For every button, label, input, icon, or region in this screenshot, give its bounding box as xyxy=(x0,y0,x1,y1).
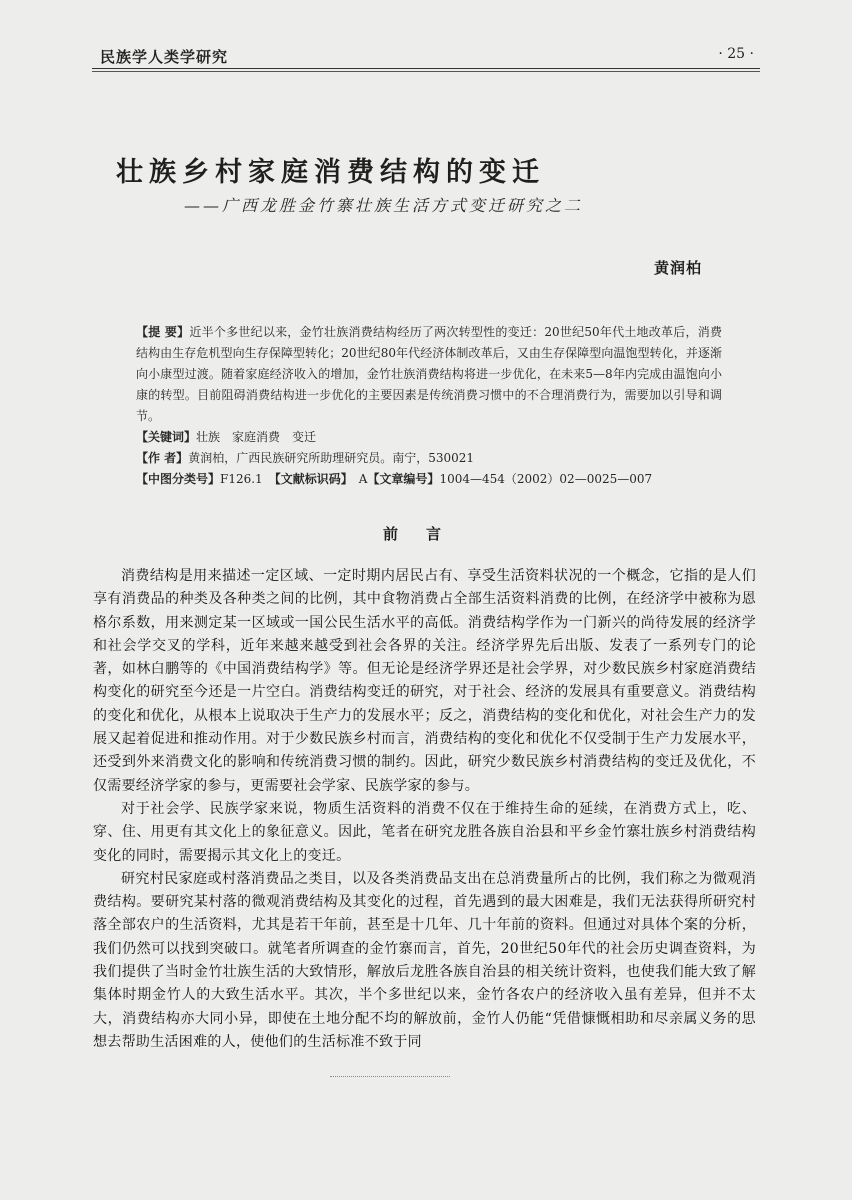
footer-scan-mark xyxy=(330,1076,450,1085)
page-number: · 25 · xyxy=(718,46,754,62)
header-rule-thin xyxy=(92,71,760,72)
header-rule xyxy=(92,68,760,69)
classification-line xyxy=(136,469,722,490)
keywords-label: 【关键词】 xyxy=(136,430,197,444)
clc-value: F126.1 xyxy=(220,472,263,486)
author-info-text: 黄润柏，广西民族研究所助理研究员。南宁，530021 xyxy=(188,451,474,465)
article-title: 壮族乡村家庭消费结构的变迁 xyxy=(116,157,545,188)
author-info-label: 【作 者】 xyxy=(136,451,189,465)
clc-label: 【中图分类号】 xyxy=(136,472,221,486)
abstract-label: 【提 要】 xyxy=(136,325,190,339)
article-subtitle: ——广西龙胜金竹寨壮族生活方式变迁研究之二 xyxy=(184,196,584,215)
running-header xyxy=(92,46,760,68)
section-heading: 前言 xyxy=(383,525,470,543)
articleno-value: 1004—454（2002）02—0025—007 xyxy=(439,472,653,486)
article-author: 黄润柏 xyxy=(653,259,702,277)
journal-name: 民族学人类学研究 xyxy=(100,48,229,66)
body-paragraph-1: 消费结构是用来描述一定区域、一定时期内居民占有、享受生活资料状况的一个概念，它指的是人们享有消费品的种类及各种类之间的比例，其中食物消费占全部生活资料消费的比例，在经济学中被称为恩格尔系数，用来测定某一区域或一国公民生活水平的高低。消费结构学作为一门新兴的尚待发展的经济学和社会学交叉的学科，近年来越来越受到社会各界的关注。经济学界先后出版、发表了一系列专门的论著，如林白鹏等的《中国消费结构学》等。但无论是经济学界还是社会学界，对少数民族乡村家庭消费结构变化的研究至今还是一片空白。消费结构变迁的研究，对于社会、经济的发展具有重要意义。消费结构的变化和优化，从根本上说取决于生产力的发展水平；反之，消费结构的变化和优化，对社会生产力的发展又起着促进和推动作用。对于少数民族乡村而言，消费结构的变化和优化不仅受制于生产力发展水平，还受到外来消费文化的影响和传统消费习惯的制约。因此，研究少数民族乡村消费结构的变迁及优化，不仅需要经济学家的参与，更需要社会学家、民族学家的参与。 xyxy=(93,568,756,794)
body-paragraph-3: 研究村民家庭或村落消费品之类目，以及各类消费品支出在总消费量所占的比例，我们称之为微观消费结构。要研究某村落的微观消费结构及其变化的过程，首先遇到的最大困难是，我们无法获得所研究村落全部农户的生活资料，尤其是若干年前，甚至是十几年、几十年前的资料。但通过对具体个案的分析，我们仍然可以找到突破口。就笔者所调查的金竹寨而言，首先，20世纪50年代的社会历史调查资料，为我们提供了当时金竹壮族生活的大致情形，解放后龙胜各族自治县的相关统计资料，也使我们能大致了解集体时期金竹人的大致生活水平。其次，半个多世纪以来，金竹各农户的经济收入虽有差异，但并不太大，消费结构亦大同小异，即使在土地分配不均的解放前，金竹人仍能“凭借慷慨相助和尽亲属义务的思想去帮助生活困难的人，使他们的生活标准不致于同 xyxy=(93,870,756,1050)
body-paragraph-2: 对于社会学、民族学家来说，物质生活资料的消费不仅在于维持生命的延续，在消费方式上，吃、穿、住、用更有其文化上的象征意义。因此，笔者在研究龙胜各族自治县和平乡金竹寨壮族乡村消费结构变化的同时，需要揭示其文化上的变迁。 xyxy=(93,800,756,864)
abstract-block xyxy=(136,322,722,490)
keywords-text: 壮族 家庭消费 变迁 xyxy=(196,430,317,444)
keywords-line xyxy=(136,427,722,448)
body-text xyxy=(93,565,756,1054)
abstract-paragraph xyxy=(136,322,722,427)
doccode-value: A xyxy=(358,472,368,486)
articleno-label: 【文章编号】 xyxy=(367,472,440,486)
author-info-line xyxy=(136,448,722,469)
abstract-text: 近半个多世纪以来，金竹壮族消费结构经历了两次转型性的变迁：20世纪50年代土地改革后，消费结构由生存危机型向生存保障型转化；20世纪80年代经济体制改革后，又由生存保障型向温饱型转化，并逐渐向小康型过渡。随着家庭经济收入的增加，金竹壮族消费结构将进一步优化，在未来5—8年内完成由温饱向小康的转型。目前阻碍消费结构进一步优化的主要因素是传统消费习惯中的不合理消费行为，需要加以引导和调节。 xyxy=(136,325,723,423)
doccode-label: 【文献标识码】 xyxy=(274,472,347,486)
